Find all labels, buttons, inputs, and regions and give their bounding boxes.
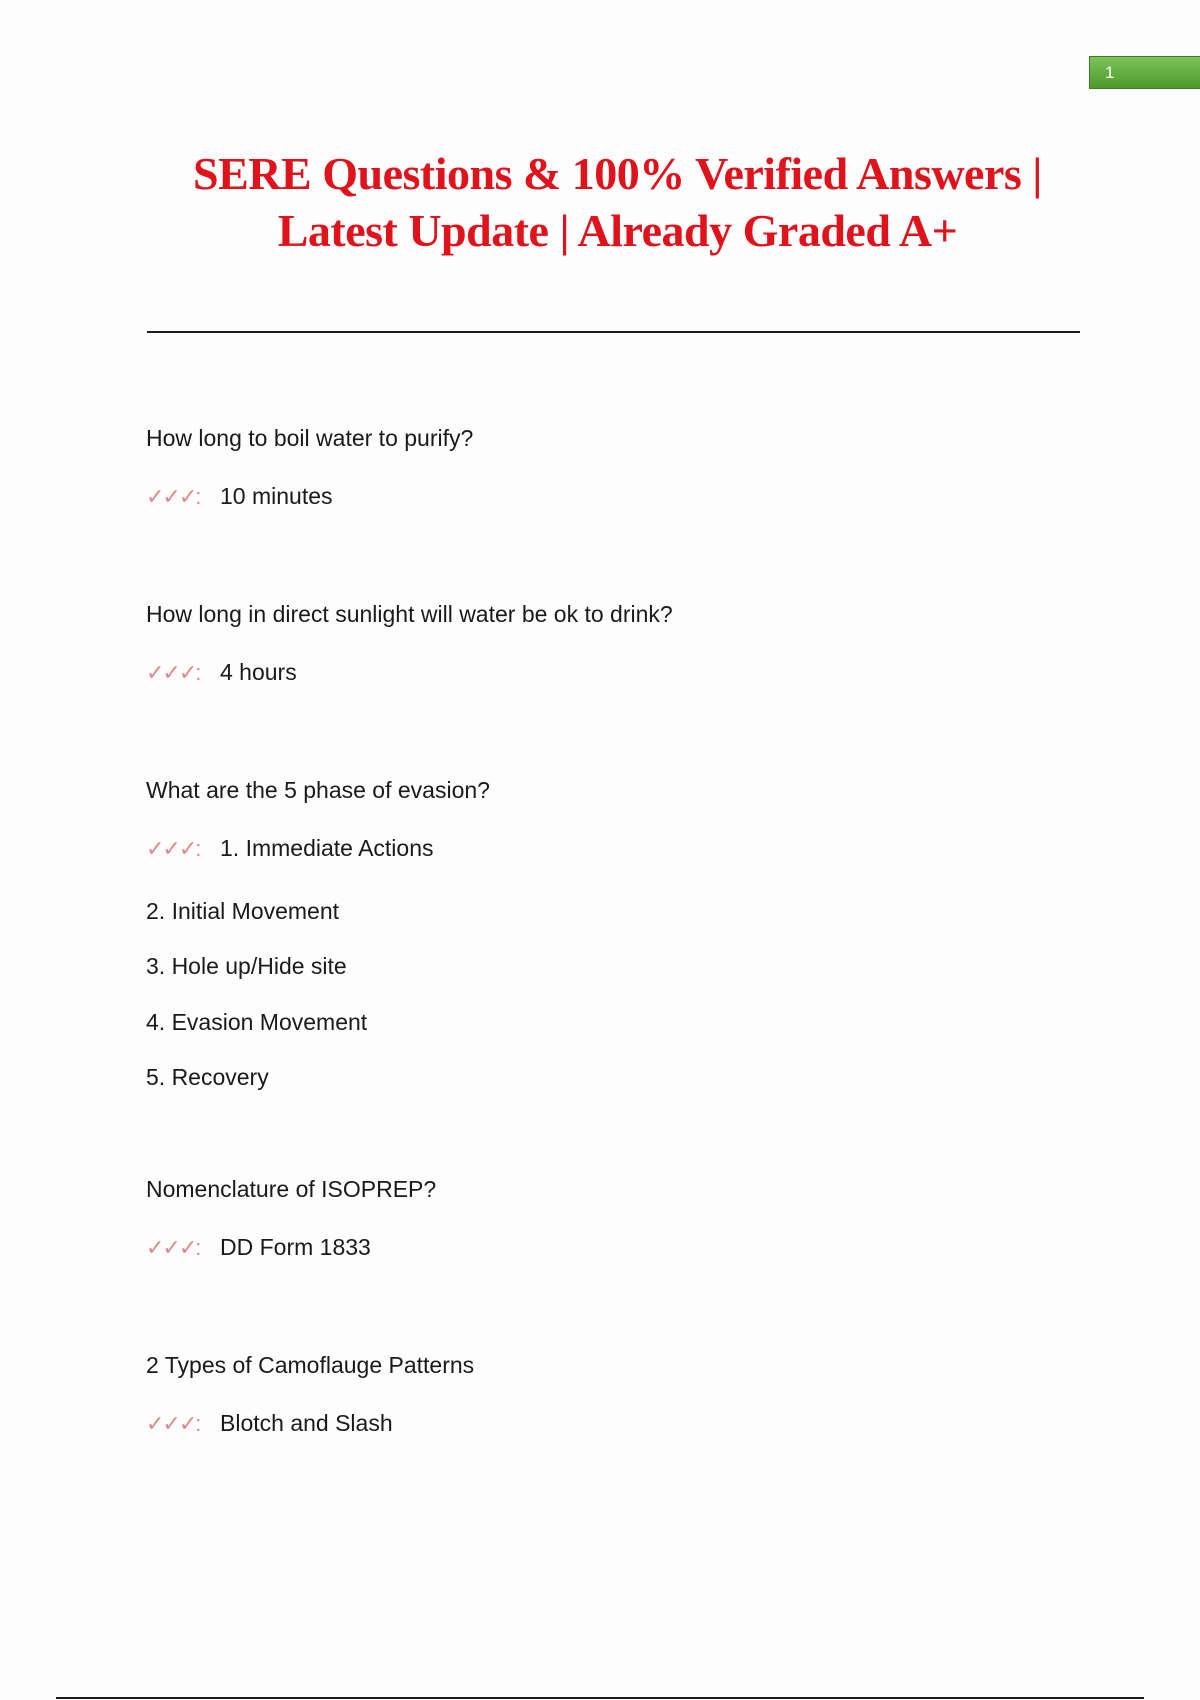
answer-3 xyxy=(146,833,434,864)
page-number-badge: 1 xyxy=(1089,56,1200,89)
answer-2 xyxy=(146,657,297,688)
question-1: How long to boil water to purify? xyxy=(146,425,474,451)
question-3: What are the 5 phase of evasion? xyxy=(146,777,490,803)
answer-3-continuation-2: 3. Hole up/Hide site xyxy=(146,953,347,979)
answer-1 xyxy=(146,481,333,512)
answer-2-text: 4 hours xyxy=(220,659,297,685)
question-2: How long in direct sunlight will water be ok to drink? xyxy=(146,601,673,627)
answer-check-icon: ✓✓✓: xyxy=(146,1411,200,1436)
answer-check-icon: ✓✓✓: xyxy=(146,484,200,509)
answer-3-continuation-1: 2. Initial Movement xyxy=(146,898,340,924)
answer-check-icon: ✓✓✓: xyxy=(146,1235,200,1260)
document-title-line-1: SERE Questions & 100% Verified Answers | xyxy=(193,148,1042,199)
answer-3-continuation-3: 4. Evasion Movement xyxy=(146,1009,368,1035)
answer-3-text: 1. Immediate Actions xyxy=(220,835,434,861)
answer-3-continuation-4: 5. Recovery xyxy=(146,1064,269,1090)
question-5: 2 Types of Camoflauge Patterns xyxy=(146,1352,475,1378)
answer-1-text: 10 minutes xyxy=(220,483,333,509)
title-divider xyxy=(147,331,1080,333)
answer-check-icon: ✓✓✓: xyxy=(146,836,200,861)
answer-4 xyxy=(146,1232,371,1263)
document-title-line-2: Latest Update | Already Graded A+ xyxy=(277,205,958,256)
answer-check-icon: ✓✓✓: xyxy=(146,660,200,685)
question-4: Nomenclature of ISOPREP? xyxy=(146,1176,437,1202)
footer-divider xyxy=(56,1697,1144,1699)
answer-4-text: DD Form 1833 xyxy=(220,1234,371,1260)
document-title xyxy=(100,145,1135,259)
answer-5 xyxy=(146,1408,393,1439)
answer-5-text: Blotch and Slash xyxy=(220,1410,393,1436)
